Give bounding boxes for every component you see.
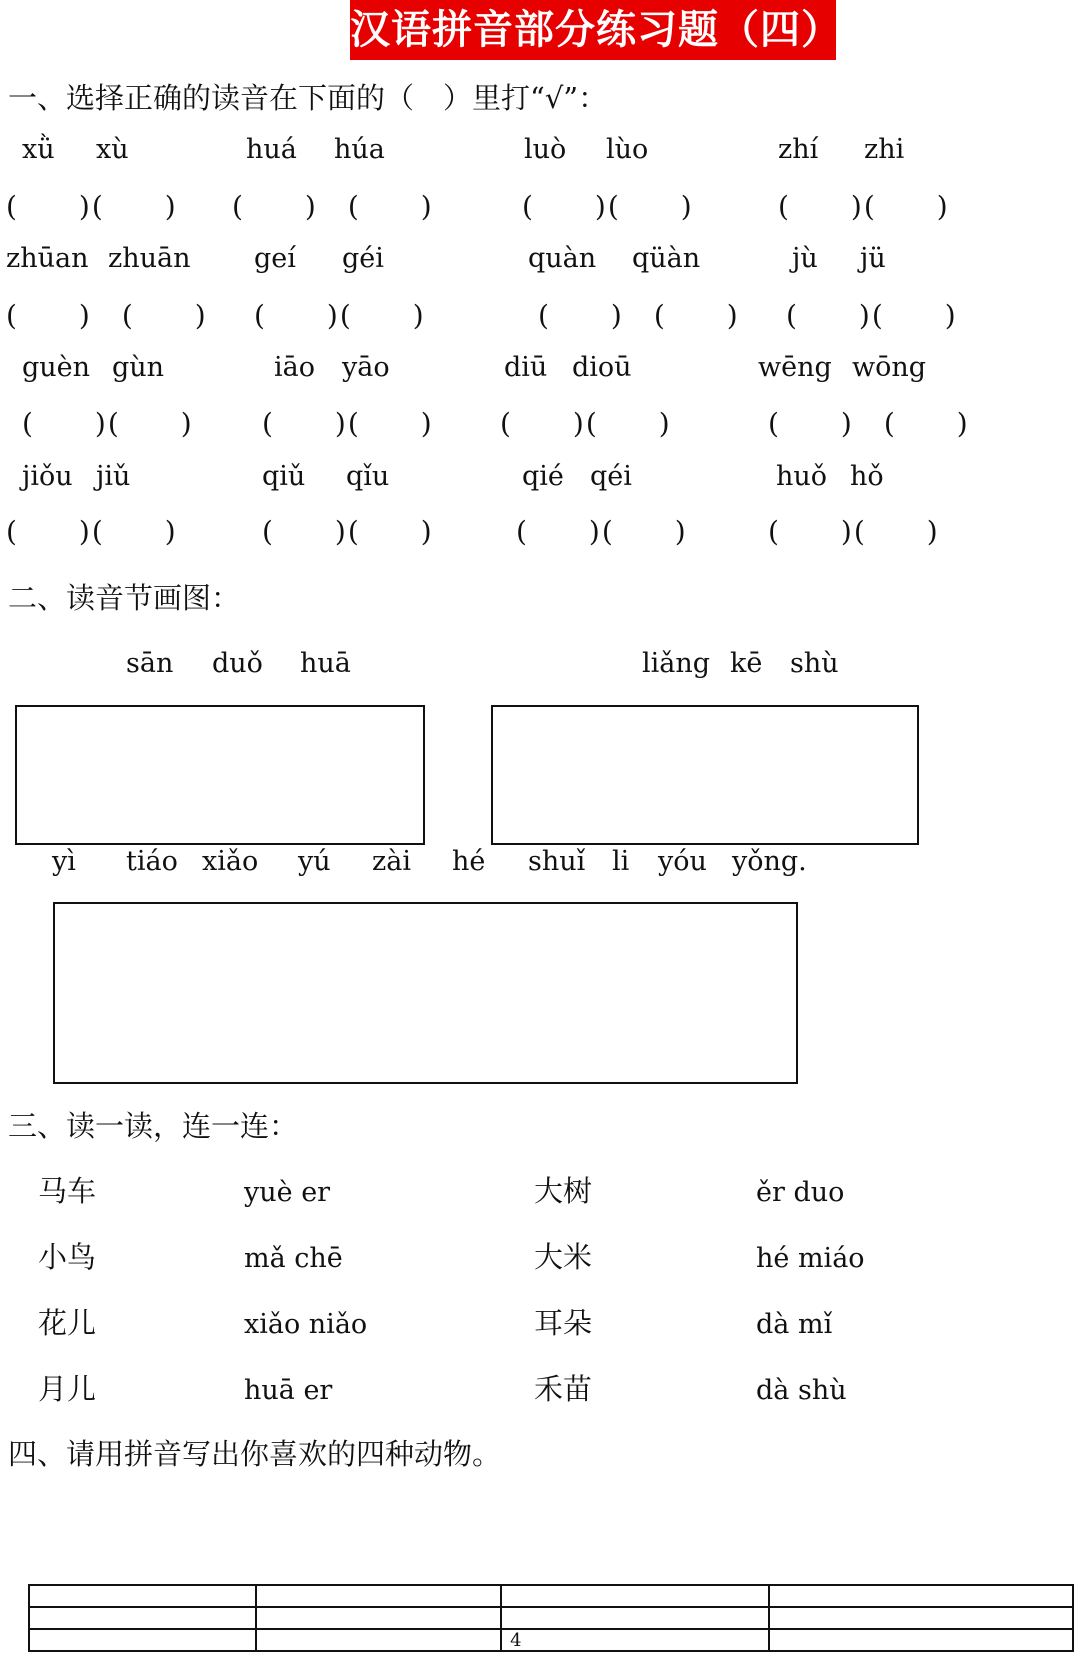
option-pinyin: huá (246, 134, 297, 165)
match-word[interactable]: 马车 (38, 1174, 97, 1208)
option-pinyin: luò (524, 134, 567, 165)
option-pinyin: jü (860, 243, 886, 274)
syllable: yú (298, 846, 331, 877)
answer-parentheses[interactable]: ( ) ( ) (538, 299, 740, 332)
answer-parentheses[interactable]: ( ) ( ) (6, 299, 208, 332)
answer-parentheses[interactable]: ( )( ) (786, 299, 958, 332)
option-pinyin: húa (334, 134, 385, 165)
drawing-box-3[interactable] (53, 902, 798, 1084)
match-word[interactable]: 月儿 (38, 1372, 97, 1406)
option-pinyin: zhi (864, 134, 905, 165)
option-pinyin: zhí (778, 134, 819, 165)
syllable: yǒng. (732, 846, 807, 877)
match-pinyin[interactable]: yuè er (244, 1177, 331, 1208)
option-pinyin: qéi (590, 461, 632, 492)
answer-cell[interactable] (256, 1629, 502, 1651)
option-pinyin: diū (504, 352, 548, 383)
answer-cell[interactable] (29, 1629, 256, 1651)
option-pinyin: lùo (606, 134, 649, 165)
answer-cell[interactable] (501, 1585, 769, 1607)
answer-parentheses[interactable]: ( )( ) (262, 515, 434, 548)
answer-parentheses[interactable]: ( ) ( ) (768, 407, 970, 440)
option-pinyin: guèn (22, 352, 91, 383)
option-pinyin: qié (522, 461, 564, 492)
answer-parentheses[interactable]: ( )( ) (500, 407, 672, 440)
answer-parentheses[interactable]: ( )( ) (6, 190, 178, 223)
section-3-heading: 三、读一读，连一连： (8, 1109, 299, 1143)
match-pinyin[interactable]: ěr duo (756, 1177, 845, 1208)
match-pinyin[interactable]: hé miáo (756, 1243, 865, 1274)
answer-parentheses[interactable]: ( )( ) (768, 515, 940, 548)
syllable: shuǐ (528, 846, 586, 877)
answer-cell[interactable] (256, 1585, 502, 1607)
section-1-heading: 一、选择正确的读音在下面的（ ）里打“√”： (8, 81, 608, 115)
match-word[interactable]: 小鸟 (38, 1240, 97, 1274)
option-pinyin: iāo (274, 352, 315, 383)
syllable: li (612, 846, 630, 877)
page-title: 汉语拼音部分练习题（四） (350, 0, 836, 60)
option-pinyin: zhuān (108, 243, 191, 274)
option-pinyin: jiǔ (96, 461, 131, 492)
option-pinyin: géi (342, 243, 384, 274)
syllable: zài (372, 846, 411, 877)
answer-cell[interactable] (29, 1607, 256, 1629)
syllable: xiǎo (202, 846, 259, 877)
option-pinyin: geí (254, 243, 296, 274)
section-4-heading: 四、请用拼音写出你喜欢的四种动物。 (8, 1437, 502, 1471)
match-pinyin[interactable]: mǎ chē (244, 1243, 343, 1274)
answer-parentheses[interactable]: ( )( ) (254, 299, 426, 332)
match-pinyin[interactable]: xiǎo niǎo (244, 1309, 368, 1340)
match-pinyin[interactable]: huā er (244, 1375, 333, 1406)
section-2-heading: 二、读音节画图： (8, 581, 241, 615)
answer-cell[interactable] (501, 1607, 769, 1629)
drawing-box-1[interactable] (15, 705, 425, 845)
option-pinyin: zhūan (6, 243, 89, 274)
answer-parentheses[interactable]: ( )( ) (6, 515, 178, 548)
option-pinyin: jiǒu (22, 461, 73, 492)
answer-cell[interactable] (256, 1607, 502, 1629)
syllable: duǒ (212, 648, 263, 679)
option-pinyin: jù (792, 243, 818, 274)
answer-parentheses[interactable]: ( ) ( ) (232, 190, 434, 223)
option-pinyin: quàn (528, 243, 597, 274)
answer-cell[interactable] (29, 1585, 256, 1607)
answer-cell[interactable] (501, 1629, 769, 1651)
syllable: sān (126, 648, 174, 679)
option-pinyin: gùn (112, 352, 165, 383)
answer-grid (28, 1584, 1074, 1652)
drawing-box-2[interactable] (491, 705, 919, 845)
syllable: shù (790, 648, 839, 679)
match-word[interactable]: 耳朵 (534, 1306, 593, 1340)
syllable: hé (452, 846, 486, 877)
match-pinyin[interactable]: dà mǐ (756, 1309, 833, 1340)
option-pinyin: huǒ (776, 461, 828, 492)
answer-cell[interactable] (769, 1629, 1073, 1651)
option-pinyin: wōng (852, 352, 927, 383)
option-pinyin: qiǔ (262, 461, 306, 492)
answer-parentheses[interactable]: ( )( ) (516, 515, 688, 548)
answer-parentheses[interactable]: ( )( ) (262, 407, 434, 440)
answer-cell[interactable] (769, 1607, 1073, 1629)
match-word[interactable]: 花儿 (38, 1306, 97, 1340)
answer-parentheses[interactable]: ( )( ) (22, 407, 194, 440)
option-pinyin: yāo (342, 352, 390, 383)
option-pinyin: hǒ (850, 461, 884, 492)
syllable: huā (300, 648, 351, 679)
match-word[interactable]: 禾苗 (534, 1372, 593, 1406)
match-word[interactable]: 大树 (534, 1174, 593, 1208)
answer-cell[interactable] (769, 1585, 1073, 1607)
syllable: kē (730, 648, 763, 679)
page-number: 4 (510, 1630, 522, 1651)
option-pinyin: xù (96, 134, 129, 165)
option-pinyin: dioū (572, 352, 632, 383)
option-pinyin: qǐu (346, 461, 390, 492)
answer-parentheses[interactable]: ( )( ) (778, 190, 950, 223)
option-pinyin: qüàn (632, 243, 701, 274)
match-word[interactable]: 大米 (534, 1240, 593, 1274)
option-pinyin: xǜ (22, 134, 55, 165)
syllable: tiáo (126, 846, 178, 877)
syllable: liǎng (642, 648, 711, 679)
option-pinyin: wēng (758, 352, 832, 383)
syllable: yì (52, 846, 76, 877)
answer-parentheses[interactable]: ( )( ) (522, 190, 694, 223)
match-pinyin[interactable]: dà shù (756, 1375, 847, 1406)
syllable: yóu (658, 846, 707, 877)
